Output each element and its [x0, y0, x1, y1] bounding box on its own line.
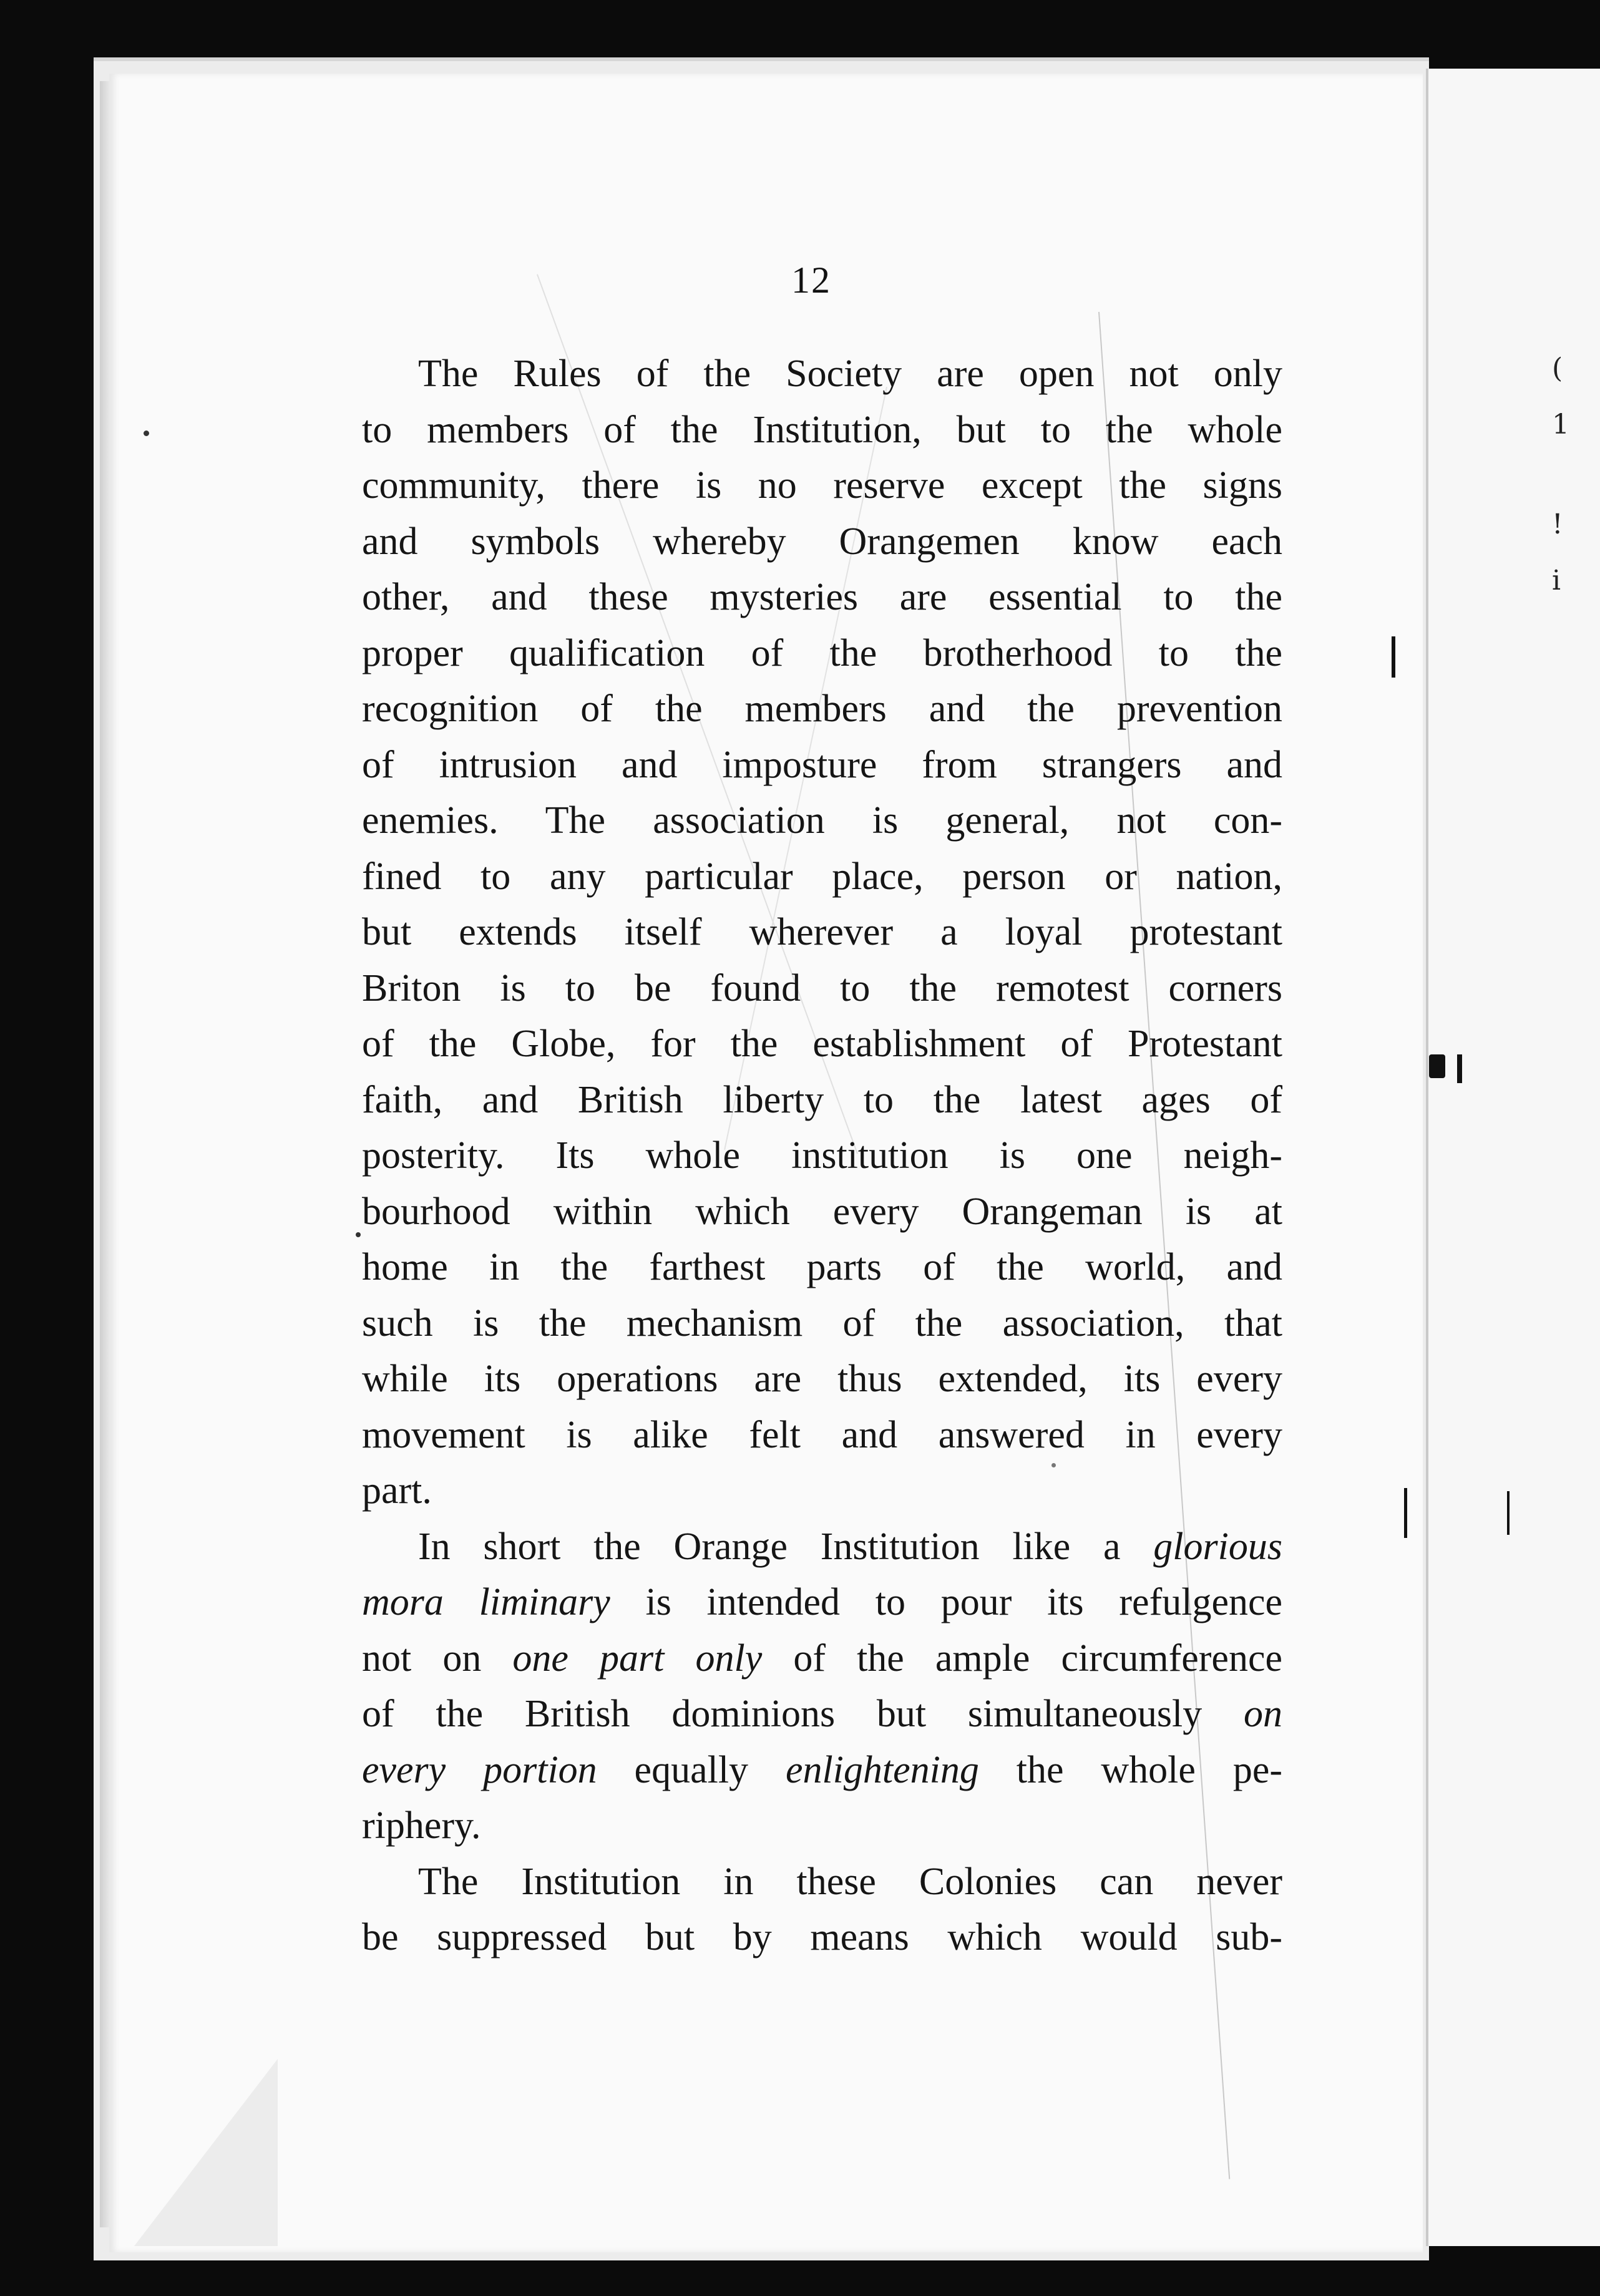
italic-text: mora liminary [362, 1581, 610, 1623]
text-line [362, 1910, 1282, 1966]
text-run: part. [362, 1469, 432, 1512]
text-line [362, 793, 1282, 849]
text-line [362, 458, 1282, 514]
text-run: to members of the Institution, but to the whole [362, 408, 1282, 451]
facing-page-glyph: ! [1552, 508, 1563, 540]
text-run: the whole pe- [978, 1748, 1282, 1791]
text-line [362, 737, 1282, 794]
paper-speck [356, 1232, 361, 1237]
text-line [362, 1743, 1282, 1799]
text-run: is intended to pour its refulgence [610, 1581, 1282, 1623]
text-line [362, 1686, 1282, 1743]
text-run: home in the farthest parts of the world, and [362, 1246, 1282, 1288]
ink-smudge [1507, 1491, 1510, 1535]
text-run: The Institution in these Colonies can never [418, 1860, 1282, 1903]
page-number: 12 [791, 260, 831, 301]
text-line [362, 570, 1282, 626]
facing-page [1426, 69, 1600, 2246]
italic-text: glorious [1153, 1525, 1282, 1568]
text-run: of the Globe, for the establishment of Protestant [362, 1023, 1282, 1065]
text-line [362, 1184, 1282, 1240]
text-run: recognition of the members and the prevention [362, 688, 1282, 730]
text-run: riphery. [362, 1804, 481, 1847]
folded-corner [134, 2059, 278, 2246]
text-run: of the ample circumference [762, 1637, 1282, 1680]
text-line [362, 1631, 1282, 1687]
text-line [362, 849, 1282, 905]
italic-text: one part only [512, 1637, 763, 1680]
text-run: proper qualification of the brotherhood to the [362, 631, 1282, 674]
text-run: of intrusion and imposture from strangers and [362, 743, 1282, 786]
text-run: The Rules of the Society are open not only [418, 353, 1282, 395]
text-run: such is the mechanism of the association, that [362, 1301, 1282, 1345]
text-line [362, 1351, 1282, 1408]
italic-text: enlightening [785, 1748, 979, 1791]
text-run: and symbols whereby Orangemen know each [362, 520, 1282, 563]
text-line [362, 1519, 1282, 1575]
italic-text: every portion [362, 1748, 597, 1791]
text-line [362, 1240, 1282, 1296]
text-run: while its operations are thus extended, its every [362, 1358, 1282, 1400]
text-line [362, 681, 1282, 737]
text-run: bourhood within which every Orangeman is at [362, 1190, 1282, 1233]
text-run: but extends itself wherever a loyal protestant [362, 911, 1282, 953]
text-line [362, 961, 1282, 1017]
paper-speck [144, 430, 149, 436]
text-line [362, 514, 1282, 570]
text-line [362, 626, 1282, 682]
text-line [362, 1798, 1282, 1854]
ink-smudge [1429, 1054, 1445, 1078]
text-line [362, 1296, 1282, 1352]
text-run: faith, and British liberty to the latest ages of [362, 1078, 1282, 1121]
text-line [362, 402, 1282, 459]
text-line [362, 1408, 1282, 1464]
ink-smudge [1404, 1488, 1407, 1538]
italic-text: on [1244, 1693, 1282, 1735]
body-text [362, 346, 1282, 1966]
text-line [362, 1854, 1282, 1910]
text-run: movement is alike felt and answered in every [362, 1413, 1282, 1456]
text-run: enemies. The association is general, not con- [362, 799, 1282, 842]
text-line [362, 1575, 1282, 1631]
facing-page-glyph: 1 [1552, 409, 1569, 440]
text-line [362, 1128, 1282, 1184]
text-line [362, 1016, 1282, 1073]
text-line [362, 1073, 1282, 1129]
text-run: In short the Orange Institution like a [418, 1525, 1154, 1568]
text-run: be suppressed but by means which would sub- [362, 1916, 1282, 1958]
text-run: of the British dominions but simultaneously [362, 1693, 1244, 1735]
text-run: not on [362, 1637, 513, 1680]
ink-smudge [1457, 1054, 1462, 1083]
text-run: equally [597, 1748, 786, 1791]
text-run: community, there is no reserve except the signs [362, 464, 1282, 507]
text-line [362, 905, 1282, 961]
ink-smudge [1392, 636, 1395, 678]
text-run: posterity. Its whole institution is one neigh- [362, 1134, 1282, 1177]
facing-page-glyph: ( [1552, 353, 1563, 384]
facing-page-glyph: i [1552, 565, 1561, 596]
text-run: fined to any particular place, person or nation, [362, 855, 1282, 898]
text-run: other, and these mysteries are essential to the [362, 576, 1282, 618]
text-run: Briton is to be found to the remotest corners [362, 966, 1282, 1009]
text-line [362, 1463, 1282, 1519]
text-line [362, 346, 1282, 402]
